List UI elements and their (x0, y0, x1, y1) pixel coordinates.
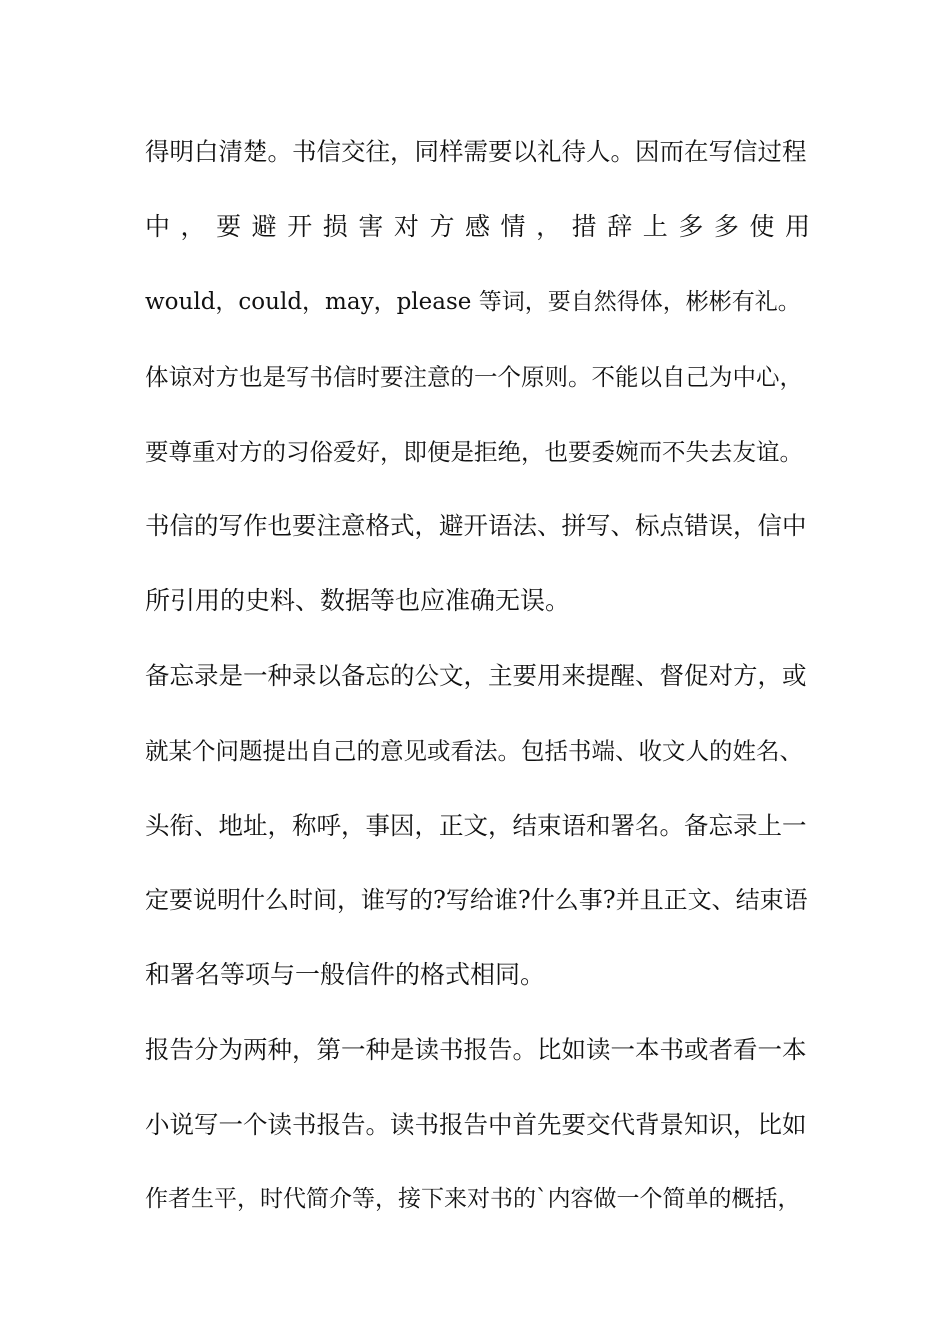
text-line: 备忘录是一种录以备忘的公文，主要用来提醒、督促对方，或 (145, 661, 807, 690)
text-line: 定要说明什么时间，谁写的?写给谁?什么事?并且正文、结束语 (145, 886, 808, 914)
text-line: 体谅对方也是写书信时要注意的一个原则。不能以自己为中心， (145, 363, 803, 391)
text-line: 小说写一个读书报告。读书报告中首先要交代背景知识，比如 (145, 1110, 807, 1139)
text-line: 要尊重对方的习俗爱好，即便是拒绝，也要委婉而不失去友谊。 (145, 438, 803, 466)
text-line: 书信的写作也要注意格式，避开语法、拼写、标点错误，信中 (145, 511, 807, 540)
text-line: 头衔、地址，称呼，事因，正文，结束语和署名。备忘录上一 (145, 811, 807, 840)
text-line: 和署名等项与一般信件的格式相同。 (145, 960, 546, 989)
text-line: 得明白清楚。书信交往，同样需要以礼待人。因而在写信过程 (145, 137, 807, 166)
text-line: 中，要避开损害对方感情，措辞上多多使用 (145, 212, 810, 241)
text-line: 报告分为两种，第一种是读书报告。比如读一本书或者看一本 (145, 1035, 807, 1064)
text-line: would，could，may，please 等词，要自然得体，彬彬有礼。 (145, 289, 801, 315)
text-line: 就某个问题提出自己的意见或看法。包括书端、收文人的姓名、 (145, 737, 803, 765)
text-line: 所引用的史料、数据等也应准确无误。 (145, 586, 571, 615)
text-line: 作者生平，时代简介等，接下来对书的`内容做一个简单的概括， (145, 1186, 801, 1212)
